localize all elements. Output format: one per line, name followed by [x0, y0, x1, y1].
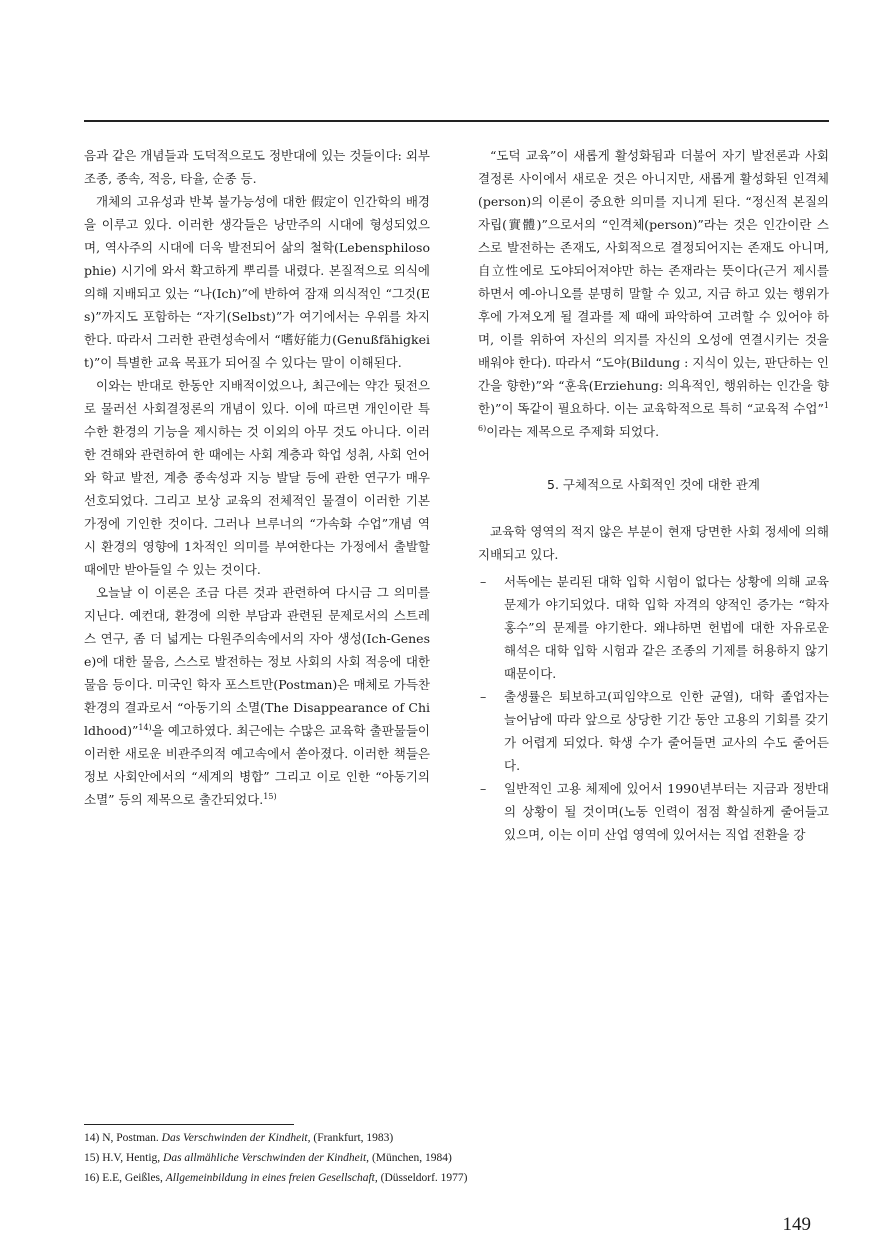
paragraph: 이와는 반대로 한동안 지배적이었으나, 최근에는 약간 뒷전으로 물러선 사회결정론의 개념이 있다. 이에 따르면 개인이란 특수한 환경의 기능을 제시하는 것 이외의 아무 것도 아니다. 이러한 견해와 관련하여 한 때에는 사회 계층과 학업 성취, 사회 언어와 학교 발전, 계층 종속성과 지능 발달 등에 관한 연구가 매우 선호되었다. 그리고 보상 교육의 전체적인 물결이 이러한 기본 가정에 기인한 것이다. 그러나 브루너의 “가속화 수업”개념 역시 환경의 영향에 1차적인 의미를 부여한다는 가정에서 출발할 때에만 받아들일 수 있는 것이다.	[84, 378, 430, 577]
footnote	[84, 1168, 829, 1188]
header-rule	[84, 120, 829, 122]
footnote-ref: 15)	[263, 791, 277, 801]
footnote-ref: 16)	[478, 400, 829, 433]
paragraph-text: “도덕 교육”이 새롭게 활성화됨과 더불어 자기 발전론과 사회결정론 사이에서 새로운 것은 아니지만, 새롭게 활성화된 인격체(person)의 이론이 중요한 의미를 지니게 된다. “정신적 본질의 자립(實體)”으로서의 “인격체(person)”라는 것은 인간이란 스스로 발전하는 존재도, 사회적으로 결정되어지는 존재도 아니며, 自立性에로 도야되어져야만 하는 존재라는 뜻이다(근거 제시를 하면서 예-아니오를 분명히 말할 수 있고, 지금 하고 있는 행위가 후에 가져오게 될 결과를 제 때에 파악하여 고려할 수 있어야 하며, 이를 위하여 자신의 의지를 자신의 오성에 연결시키는 것을 배워야 한다). 따라서 “도야(Bildung : 지식이 있는, 판단하는 인간을 향한)”와 “훈육(Erziehung: 의욕적인, 행위하는 인간을 향한)”이 똑같이 필요하다. 이는 교육학적으로 특히 “교육적 수업”	[478, 148, 829, 416]
footnote-title: Allgemeinbildung in eines freien Gesellschaft,	[165, 1172, 378, 1184]
dash-bullet: –	[480, 574, 487, 589]
footnote-number: 14)	[84, 1132, 100, 1144]
right-column	[478, 144, 829, 846]
footnote-title: Das allmähliche Verschwinden der Kindheit,	[163, 1152, 370, 1164]
footnote-place: (München, 1984)	[371, 1152, 452, 1164]
paragraph: 교육학 영역의 적지 않은 부분이 현재 당면한 사회 정세에 의해 지배되고 있다.	[478, 524, 829, 562]
list-item-text: 출생률은 퇴보하고(피임약으로 인한 균열), 대학 졸업자는 늘어남에 따라 앞으로 상당한 기간 동안 고용의 기회를 갖기가 어렵게 되었다. 학생 수가 줄어들면 교사의 수도 줄어든다.	[504, 689, 829, 773]
footnote-number: 15)	[84, 1152, 100, 1164]
left-column	[84, 144, 430, 811]
footnote-author: H.V, Hentig,	[102, 1152, 161, 1164]
dash-bullet: –	[480, 781, 487, 796]
footnote-author: N, Postman.	[102, 1132, 159, 1144]
bullet-list	[478, 570, 829, 846]
paragraph	[84, 581, 430, 811]
footnote-author: E.E, Geißles,	[102, 1172, 163, 1184]
footnote-number: 16)	[84, 1172, 100, 1184]
paragraph	[478, 144, 829, 443]
paragraph-text: 오늘날 이 이론은 조금 다른 것과 관련하여 다시금 그 의미를 지닌다. 예컨대, 환경에 의한 부담과 관련된 문제로서의 스트레스 연구, 좀 더 넓게는 다원주의속에서의 자아 생성(Ich-Genese)에 대한 물음, 스스로 발전하는 정보 사회의 사회 적응에 대한 물음 등이다. 미국인 학자 포스트만(Postman)은 매체로 가득찬 환경의 결과로서 “아동기의 소멸(The Disappearance of Childhood)”	[84, 585, 430, 738]
footnote-title: Das Verschwinden der Kindheit,	[161, 1132, 311, 1144]
footnote	[84, 1148, 829, 1168]
footnote-place: (Frankfurt, 1983)	[313, 1132, 394, 1144]
footnote-ref: 14)	[138, 722, 152, 732]
paragraph: 음과 같은 개념들과 도덕적으로도 정반대에 있는 것들이다: 외부 조종, 종속, 적응, 타율, 순종 등.	[84, 148, 430, 186]
section-heading: 5. 구체적으로 사회적인 것에 대한 관계	[547, 477, 760, 492]
paragraph-text: 을 예고하였다. 최근에는 수많은 교육학 출판물들이 이러한 새로운 비관주의적 예고속에서 쏟아졌다. 이러한 책들은 정보 사회안에서의 “세계의 병합” 그리고 이로 인한 “아동기의 소멸” 등의 제목으로 출간되었다.	[84, 723, 430, 807]
list-item	[478, 777, 829, 846]
list-item	[478, 685, 829, 777]
page-number: 149	[782, 1214, 811, 1235]
footnote-place: (Düsseldorf. 1977)	[380, 1172, 468, 1184]
dash-bullet: –	[480, 689, 487, 704]
footnote	[84, 1128, 829, 1148]
list-item-text: 일반적인 고용 체제에 있어서 1990년부터는 지금과 정반대의 상황이 될 것이며(노동 인력이 점점 확실하게 줄어들고 있으며, 이는 이미 산업 영역에 있어서는 직업 전환을 강	[504, 781, 829, 842]
footnote-rule	[84, 1124, 294, 1125]
paragraph-text: 이라는 제목으로 주제화 되었다.	[486, 424, 660, 439]
footnotes	[84, 1128, 829, 1188]
paragraph: 개체의 고유성과 반복 불가능성에 대한 假定이 인간학의 배경을 이루고 있다. 이러한 생각들은 낭만주의 시대에 형성되었으며, 역사주의 시대에 더욱 발전되어 삶의 철학(Lebensphilosophie) 시기에 와서 확고하게 뿌리를 내렸다. 본질적으로 의식에 의해 지배되고 있는 “나(Ich)”에 반하여 잠재 의식적인 “그것(Es)”까지도 포함하는 “자기(Selbst)”가 여기에서는 우위를 차지한다. 따라서 그러한 관련성속에서 “嗜好能力(Genußfähigkeit)”이 특별한 교육 목표가 되어질 수 있다는 말이 이해된다.	[84, 194, 430, 370]
list-item-text: 서독에는 분리된 대학 입학 시험이 없다는 상황에 의해 교육 문제가 야기되었다. 대학 입학 자격의 양적인 증가는 “학자 홍수”의 문제를 야기한다. 왜냐하면 헌법에 대한 자유로운 해석은 대학 입학 시험과 같은 조종의 기제를 허용하지 않기 때문이다.	[504, 574, 829, 681]
list-item	[478, 570, 829, 685]
